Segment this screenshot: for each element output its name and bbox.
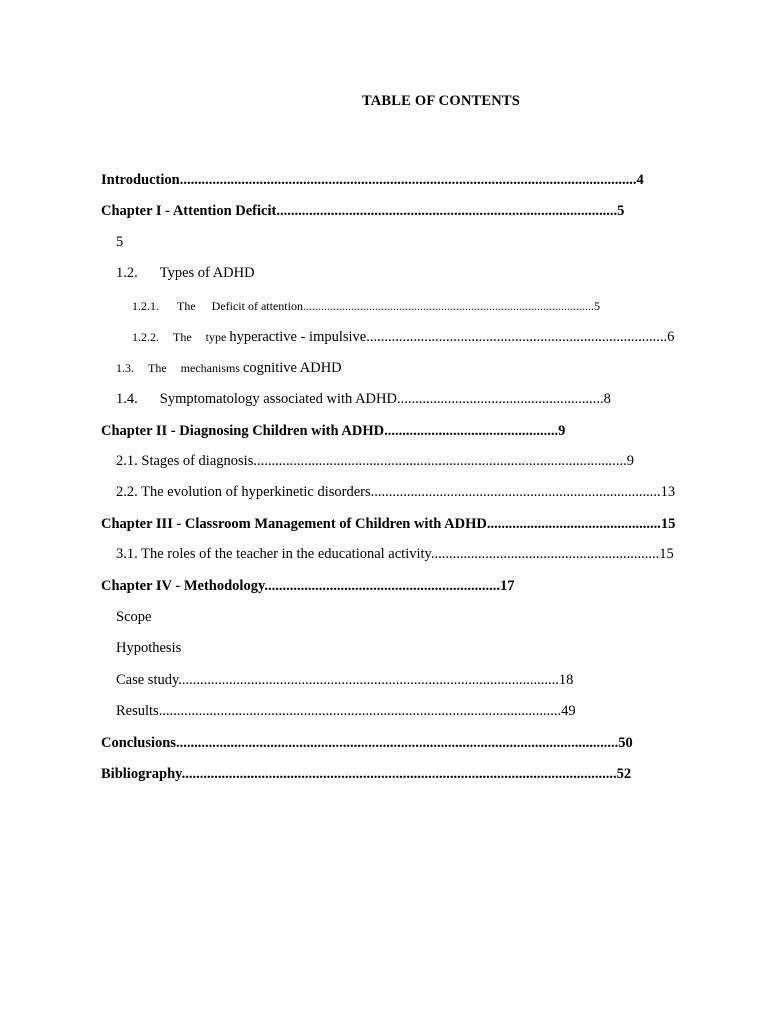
toc-entry-chapter-4: Chapter IV - Methodology.................................................................17: [101, 578, 515, 594]
toc-entry-1-2: [116, 264, 255, 282]
toc-entry-2-1: 2.1. Stages of diagnosis.......................................................................................................9: [116, 453, 634, 469]
section-word: The: [148, 361, 167, 375]
toc-entry-1-4: [116, 390, 611, 408]
toc-entry-3-1: 3.1. The roles of the teacher in the educational activity...............................................................15: [116, 546, 674, 562]
page-title: TABLE OF CONTENTS: [361, 93, 521, 109]
toc-entry-conclusions: Conclusions..........................................................................................................................50: [101, 735, 633, 751]
section-number: 1.2.1.: [132, 299, 159, 313]
toc-entry-1-2-1: [132, 297, 600, 315]
section-word: mechanisms: [180, 361, 240, 375]
section-title-rest: cognitive ADHD: [242, 360, 342, 376]
section-number: 1.4.: [116, 391, 138, 407]
toc-entry-hypothesis: Hypothesis: [116, 640, 182, 656]
section-word: of attention: [247, 299, 303, 313]
section-number: 1.2.: [116, 265, 138, 281]
section-title: Types of ADHD: [159, 265, 255, 281]
section-word: The: [173, 330, 192, 344]
toc-entry-scope: Scope: [116, 609, 152, 625]
section-word: Deficit: [211, 299, 245, 313]
leader-dots: .................................................................................................5: [302, 299, 600, 313]
section-number: 1.2.2.: [132, 330, 159, 344]
section-number: 1.3.: [116, 361, 134, 375]
toc-entry-results: Results...............................................................................................................49: [116, 703, 576, 719]
section-title: Symptomatology associated with ADHD.........................................................8: [159, 391, 611, 407]
toc-entry-orphan-page-number: 5: [116, 234, 124, 250]
section-word: type: [205, 330, 227, 344]
toc-entry-introduction: Introduction..............................................................................................................................4: [101, 172, 644, 188]
toc-entry-case-study: Case study.........................................................................................................18: [116, 672, 574, 688]
section-title-rest: hyperactive - impulsive...................................................................................6: [229, 329, 675, 345]
toc-entry-1-3: [116, 359, 342, 377]
toc-entry-chapter-1: Chapter I - Attention Deficit..............................................................................................5: [101, 203, 625, 219]
toc-entry-bibliography: Bibliography........................................................................................................................52: [101, 766, 632, 782]
toc-entry-chapter-2: Chapter II - Diagnosing Children with ADHD................................................9: [101, 423, 566, 439]
toc-entry-chapter-3: Chapter III - Classroom Management of Children with ADHD................................................15: [101, 516, 676, 532]
toc-entry-2-2: 2.2. The evolution of hyperkinetic disorders................................................................................13: [116, 484, 676, 500]
section-word: The: [177, 299, 196, 313]
toc-entry-1-2-2: [132, 328, 674, 346]
